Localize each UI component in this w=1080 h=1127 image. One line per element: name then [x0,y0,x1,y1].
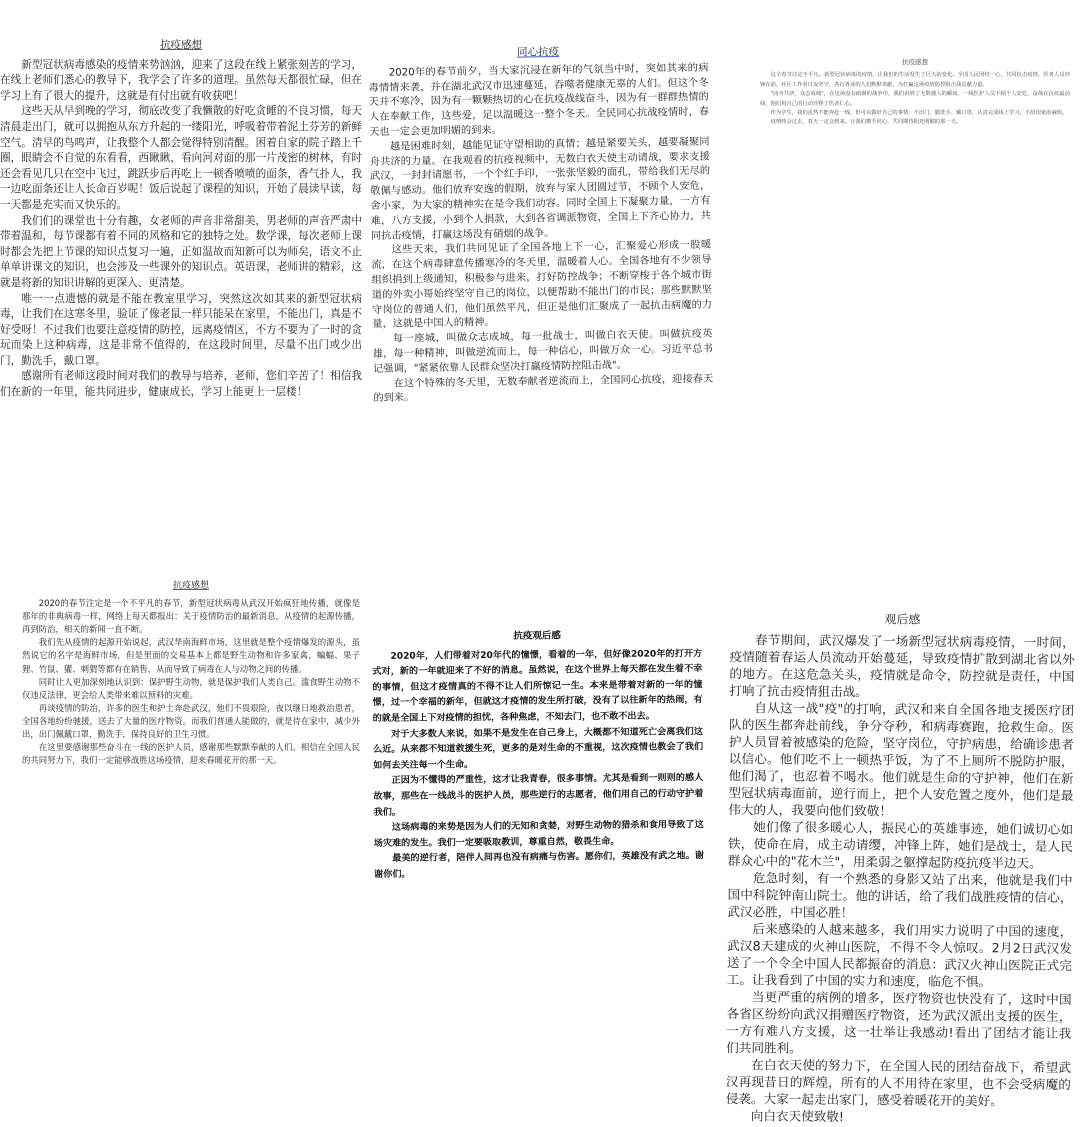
document-page-5 [372,627,705,960]
document-page-2 [368,43,714,405]
paragraph: 在这个特殊的冬天里，无数奉献者逆流而上，全国同心抗疫，迎接春天的到来。 [373,373,714,405]
paragraph: 作为学生，我们虽然不能奔赴一线，但可以做好自己的事情：不出门、勤洗手、戴口罩，认真完成线上学习，不给国家添麻烦。 [770,110,1068,117]
paragraph: 2020的春节注定是一个不平凡的春节，新型冠状病毒从武汉开始疯狂地传播，就像是那年的非典病毒一样，网络上每天都报出：关于疫情防治的最新消息，从疫情的起源传播，再到防治，相关的新闻一直不断。 [22,598,360,635]
paragraph: 这些天从早到晚的学习，彻底改变了我懒散的好吃贪睡的不良习惯，每天清晨走出门，就可以拥抱从东方升起的一缕阳光，呼吸着带着泥土芬芳的新鲜空气。清早的鸟鸣声，让我整个人都会觉得特别清醒。困着自家的院子踏上千圈，眼睛会不自觉的东看看，西瞅瞅，看向河对面的那一片茂密的树林，有时还会看见几只在空中飞过，跳跃步后再吃上一顿香喷喷的面条，香气扑人，我一边吃面条还让人长命百岁呢！饭后说起了课程的知识，开始了晨读早读，每一天都是充实而又快乐的。 [0,105,362,211]
paragraph: 感谢所有老师这段时间对我们的教导与培养，老师，您们辛苦了！相信我们在新的一年里，能共同进步，健康成长，学习上能更上一层楼！ [0,370,362,399]
page-title: 抗疫感想 [172,581,209,591]
paragraph: 我们们的课堂也十分有趣，女老师的声音非常甜美，男老师的声音严肃中带着温和，每节课都有着不同的风格和它的独特之处。数学课，每次老师上课时都会先把上节课的知识点复习一遍，正如温故而知新可以为师矣，语文不止单单讲课文的知识，也会涉及一些课外的知识点。英语课，老师讲的精彩，这就是将新的知识讲解的更深入、更清楚。 [0,214,362,289]
paragraph: 对于大多数人来说，如果不是发生在自己身上，大概都不知道死亡会离我们这么近。从来都不知道救援生死，更多的是对生命的不重视，这次疫情也教会了我们如何去关注每一个生命。 [373,726,704,771]
paragraph: 同时让人更加深刻地认识到：保护野生动物，就是保护我们人类自己。滥食野生动物不仅违反法律，更会给人类带来难以预料的灾难。 [22,676,360,700]
paragraph: 每一座城，叫做众志成城，每一批战士，叫做白衣天使。叫做抗疫英雄，每一种精神，叫做逆流而上，每一种信心，叫做万众一心。习近平总书记强调，"紧紧依靠人民群众坚决打赢疫情防控阻击战"。 [372,328,713,375]
paragraph: "同舟共济，众志成城"，在这场没有硝烟的战争中，我们看到了无数感人的瞬间。一线医护人员不顾个人安危，奋战在抗疫最前线，他们用自己的行动诠释了医者仁心。 [760,91,1070,107]
paragraph: 正因为不懂得的严重性，这才让我青春，很多事情。尤其是看到一则则的感人故事，那些在一线战斗的医护人员，那些逆行的志愿者，他们用自己的行动守护着我们。 [373,773,704,818]
paragraph: 当更严重的病例的增多，医疗物资也快没有了，这时中国各省区纷纷向武汉捐赠医疗物资，还为武汉派出支援的医生，一方有难八方支援，这一壮举让我感动!看出了团结才能让我们共同胜利。 [726,989,1072,1056]
document-page-4 [22,580,360,1020]
paragraph: 疫情终会过去，春天一定会到来。让我们携手同心，共同期待阳光明媚的那一天。 [770,119,962,126]
paragraph: 在白衣天使的努力下，在全国人民的团结奋战下，希望武汉再现昔日的辉煌，所有的人不用待在家里，也不会受病魔的侵袭。大家一起走出家门，感受着暖花开的美好。 [725,1057,1072,1109]
page-title: 观后感 [884,612,921,627]
paragraph: 春节期间，武汉爆发了一场新型冠状病毒疫情，一时间，疫情随着春运人员流动开始蔓延，导致疫情扩散到湖北省以外的地方。在这危急关头，疫情就是命令，防控就是责任，中国打响了抗击疫情狙击战。 [729,632,1075,700]
page-title: 同心抗疫 [516,45,560,59]
paragraph: 向白衣天使致敬! [750,1108,845,1125]
paragraph: 再谈疫情的防治，许多的医生和护士奔赴武汉，他们不畏艰险，夜以继日地救治患者，全国各地纷纷驰援，送去了大量的医疗物资。而我们普通人能做的，就是待在家中，减少外出，出门佩戴口罩，勤洗手，保持良好的卫生习惯。 [22,702,360,740]
document-page-3 [760,58,1070,418]
paragraph: 后来感染的人越来越多，我们用实力说明了中国的速度，武汉8天建成的火神山医院，不得不令人惊叹。2月2日武汉发送了一个令全中国人民都振奋的消息：武汉火神山医院正式完工。让我看到了中国的实力和速度，临危不惧。 [726,921,1073,990]
paragraph: 危急时刻，有一个熟悉的身影又站了出来，他就是我们中国中科院钟南山院士。他的讲话，给了我们战胜疫情的信心，武汉必胜，中国必胜！ [727,870,1073,921]
paragraph: 最美的逆行者，陪伴人间再也没有病痛与伤害。愿你们，英雄没有武之地。谢谢你们。 [374,851,705,880]
paragraph: 这个春节注定不平凡。新型冠状病毒的疫情，让我们的生活发生了巨大的变化。全国人民团结一心，共同抗击疫情，医务人员冲锋在前，社区工作者日夜坚守，各行各业的人们默默奉献，为打赢这场疫情防控阻击战贡献力量。 [760,72,1070,88]
paragraph: 这些天来，我们共同见证了全国各地上下一心，汇聚爱心形成一股暖流，在这个病毒肆意传播寒冷的冬天里，温暖着人心。全国各地有不少领导组织捐到上级通知，积极参与进来，打好防控战争；不断穿梭于各个城市街道的外卖小哥始终坚守自己的岗位，以便帮助不能出门的市民；那些默默坚守岗位的普通人们，他们虽然平凡，但正是他们汇聚成了一起抗击病魔的力量，这就是中国人的精神。 [371,239,713,331]
paragraph: 越是困难时刻，越能见证守望相助的真情；越是紧要关头，越要凝聚同舟共济的力量。在我观看的抗疫视频中，无数白衣天使主动请战，要求支援武汉，一封封请愿书，一个个红手印，一张张坚毅的面孔，带给我们无尽的敬佩与感动。他们放弃安逸的假期，放弃与家人团圆过节，不顾个人安危，舍小家，为大家的精神实在是令我们动容。同时全国上下凝聚力量，一方有难，八方支援，小到个人捐款，大到各省调派物资，全国上下齐心协力，共同抗击疫情，打赢这场没有硝烟的战争。 [369,136,711,242]
page-title: 抗疫观后感 [513,630,561,642]
paragraph: 唯一一点遗憾的就是不能在教室里学习，突然这次如其来的新型冠状病毒，让我们在这寒冬里，验证了像老鼠一样只能呆在家里，不能出门，真是不好受呀！不过我们也要注意疫情的防控，远离疫情区，不方不要为了一时的贪玩而染上这种病毒，这是非常不值得的，在这段时间里，尽量不出门或少出门，勤洗手，戴口罩。 [0,292,362,367]
paragraph: 自从这一战"疫"的打响，武汉和来自全国各地支援医疗团队的医生都奔赴前线，争分夺秒，和病毒赛跑，抢救生命。医护人员冒着被感染的危险，坚守岗位，守护病患，给确诊患者以信心。他们吃不上一顿热乎饭，为了不上厕所不脱防护服，他们渴了，也忍着不喝水。他们就是生命的守护神，他们在新型冠状病毒面前，逆行而上，把个人安危置之度外，他们是最伟大的人，我要向他们致敬！ [728,700,1075,819]
document-page-6 [725,610,1075,1125]
paragraph: 我们先从疫情的起源开始说起，武汉华南海鲜市场，这里就是整个疫情爆发的源头，虽然说它的名字是海鲜市场，但是里面的交易基本上都是野生动物和许多家禽，蝙蝠、果子狸、竹鼠、獾、刺猬等都有在销售，从而导致了病毒在人与动物之间的传播。 [22,637,360,674]
paragraph: 她们像了很多暖心人，振民心的英雄事迹，她们诚切心如铁，使命在肩，成主动请缨，冲锋上阵，她们是战士，是人民群众心中的"花木兰"，用柔弱之躯撑起防疫抗疫半边天。 [727,819,1074,871]
page-title: 抗疫感想 [902,58,928,66]
paragraph: 这场病毒的来势是因为人们的无知和贪婪，对野生动物的猎杀和食用导致了这场灾难的发生。我们一定要吸取教训，尊重自然，敬畏生命。 [373,820,704,849]
paragraph: 新型冠状病毒感染的疫情来势汹汹，迎来了这段在线上紧张刻苦的学习，在线上老师们悉心的教导下，我学会了许多的道理。虽然每天都很忙碌，但在学习上有了很大的提升，这就是有付出就有收获吧！ [0,58,362,102]
paragraph: 在这里要感谢那些奋斗在一线的医护人员，感谢那些默默奉献的人们。相信在全国人民的共同努力下，我们一定能够战胜这场疫情，迎来春暖花开的那一天。 [22,742,360,766]
page-title: 抗疫感想 [160,39,202,51]
paragraph: 2020年，人们带着对20年代的憧憬，看着的一年，但好像2020年的打开方式对，新的一年就迎来了不好的消息。虽然说，在这个世界上每天都在发生着不幸的事情，但这才疫情真的不得不让人们所惊记一生。本来是带着对新的一年的憧憬，过一个幸福的新年，但就这才疫情的发生所打破，没有了以往新年的热闹，有的就是全国上下对疫情的担忧，各种焦虑，不知去门，也不敢不出去。 [372,648,703,724]
document-page-1 [0,38,362,398]
paragraph: 2020年的春节前夕，当大家沉浸在新年的气氛当中时，突如其来的病毒情情来袭，并在湖北武汉市迅速蔓延，吞噬者健康无辜的人们。但这个冬天并不寒冷，因为有一颗颗热切的心在抗疫战线奋斗，因为有一群群热情的人在奉献工作，这些爱，足以温暖这一整个冬天。全民同心抗战疫情时，春天也一定会更加明媚的到来。 [368,62,710,138]
